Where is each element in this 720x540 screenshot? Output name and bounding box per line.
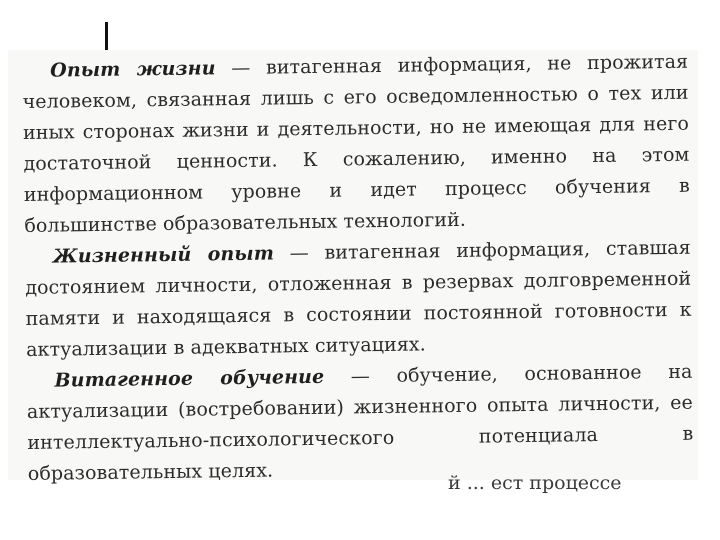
definition-term: Витагенное обучение	[54, 365, 325, 392]
definition-paragraph	[22, 47, 691, 242]
scanned-text-image	[8, 50, 698, 494]
definition-body: — витагенная информация, ставшая достоянием личности, отложенная в резервах долговременной памяти и находящаяся в состоянии постоянной готовности к актуализации в адекватных ситуациях.	[25, 236, 692, 361]
definition-term: Жизненный опыт	[52, 242, 275, 268]
text-cursor-icon	[105, 22, 108, 50]
definitions-text	[22, 47, 694, 494]
definition-term: Опыт жизни	[50, 57, 216, 82]
definition-body: — обучение, основанное на актуализации (востребовании) жизненного опыта личности, ее интеллектуально-психологического потенциала в образовательных целях.	[26, 360, 694, 485]
definition-body: — витагенная информация, не прожитая человеком, связанная лишь с его осведомленностью о тех или иных сторонах жизни и деятельности, но не имеющая для него достаточной ценности. К сожалению, именно на этом информационном уровне и идет процесс обучения в большинстве образовательных технологий.	[22, 50, 691, 237]
cut-off-text-line: й ... ест процессе	[448, 472, 622, 494]
definition-paragraph	[25, 233, 693, 366]
